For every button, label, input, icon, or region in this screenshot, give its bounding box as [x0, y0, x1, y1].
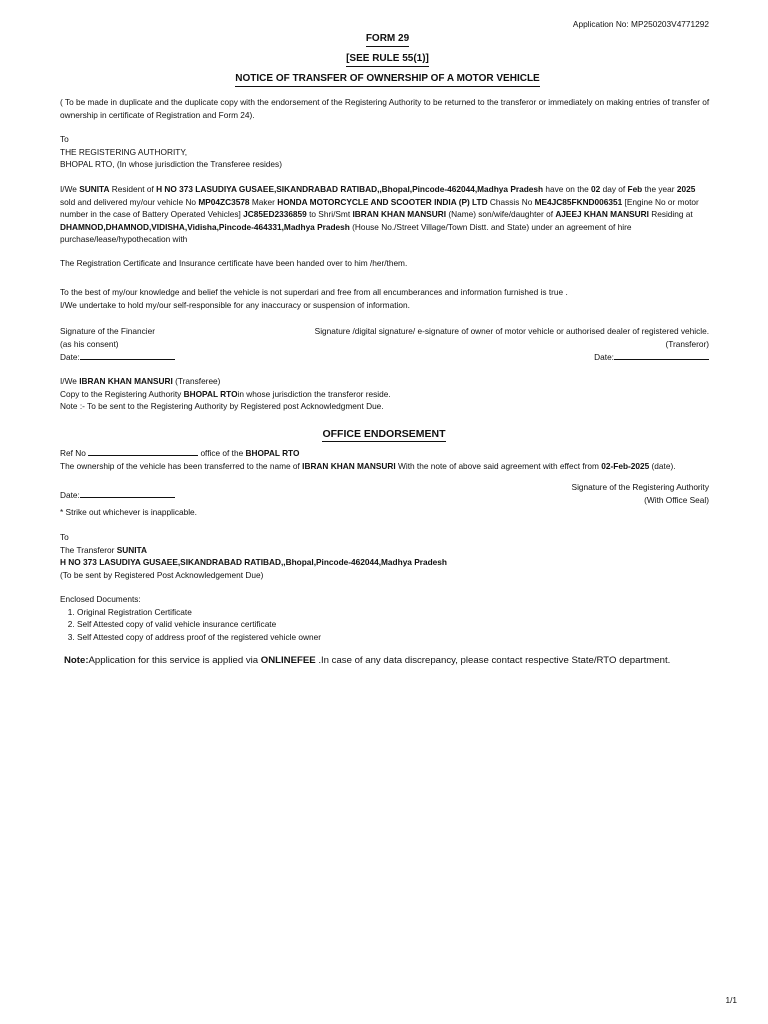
transferee-block — [60, 375, 391, 413]
ownership-effective-date: 02-Feb-2025 — [601, 460, 650, 471]
service-note-label: Note: — [64, 655, 89, 666]
form-number — [0, 33, 768, 47]
application-number: Application No: MP250203V4771292 — [572, 19, 709, 29]
owner-signature-block — [315, 325, 709, 364]
office-endorsement-title — [0, 428, 768, 442]
sale-year: 2025 — [676, 184, 696, 194]
transferor-block — [60, 531, 447, 581]
ref-no-line: Ref No office of the BHOPAL RTO — [60, 448, 300, 458]
enclosed-document-item: 1. Original Registration Certificate — [77, 606, 321, 619]
addressee-rto: BHOPAL RTO, (In whose jurisdiction the Transferee resides) — [60, 159, 282, 169]
endorsement-date-blank — [80, 488, 175, 498]
enclosed-documents-title: Enclosed Documents: — [60, 594, 141, 604]
owner-date: Date: — [315, 350, 709, 364]
form-intro: ( To be made in duplicate and the duplicate copy with the endorsement of the Registering Authority to be returned to the transferor or immediately on making entries of transfer of ownership in certificate of Registration and Form 24). — [60, 97, 710, 120]
transferee-name: IBRAN KHAN MANSURI — [352, 209, 447, 219]
enclosed-document-item: 3. Self Attested copy of address proof of the registered vehicle owner — [77, 631, 321, 644]
form-title-text: NOTICE OF TRANSFER OF OWNERSHIP OF A MOTOR VEHICLE — [235, 73, 539, 87]
form-title — [0, 73, 768, 87]
financier-consent: (as his consent) — [60, 338, 119, 349]
endorsement-block — [60, 446, 676, 472]
chassis-number: ME4JC85FKND006351 — [534, 196, 623, 207]
copy-rto: BHOPAL RTO — [183, 388, 238, 399]
transferee-address: DHAMNOD,DHAMNOD,VIDISHA,Vidisha,Pincode-464331,Madhya Pradesh — [60, 221, 350, 232]
sale-day: 02 — [591, 184, 601, 194]
owner-signature-label: Signature /digital signature/ e-signature of owner of motor vehicle or authorised dealer of registered vehicle. — [314, 326, 709, 336]
transferee-line: I/We IBRAN KHAN MANSURI (Transferee) — [60, 376, 221, 386]
addressee — [60, 133, 282, 171]
transferor-address: H NO 373 LASUDIYA GUSAEE,SIKANDRABAD RATIBAD,,Bhopal,Pincode-462044,Madhya Pradesh — [156, 184, 544, 194]
form-number-text: FORM 29 — [366, 33, 409, 47]
office-seal-label: (With Office Seal) — [644, 494, 709, 505]
transferor-label: (Transferor) — [665, 338, 709, 349]
transferor-block-address: H NO 373 LASUDIYA GUSAEE,SIKANDRABAD RATIBAD,,Bhopal,Pincode-462044,Madhya Pradesh — [60, 557, 447, 567]
addressee-authority: THE REGISTERING AUTHORITY, — [60, 146, 188, 157]
transferor-to: To — [60, 532, 69, 542]
undertake-line: I/We undertake to hold my/our self-responsible for any inaccuracy or suspension of information. — [60, 299, 410, 310]
declaration-paragraph: I/We SUNITA Resident of H NO 373 LASUDIYA GUSAEE,SIKANDRABAD RATIBAD,,Bhopal,Pincode-462044,Madhya Pradesh have on the 02 day of Feb the year 2025 sold and delivered my/our vehicle No MP04ZC3578 Maker HONDA MOTORCYCLE AND SCOOTER INDIA (P) LTD Chassis No ME4JC85FKND006351 [Engine No or motor number in the case of Battery Operated Vehicles] JC85ED2336859 to Shri/Smt IBRAN KHAN MANSURI (Name) son/wife/daughter of AJEEJ KHAN MANSURI Residing at DHAMNOD,DHAMNOD,VIDISHA,Vidisha,Pincode-464331,Madhya Pradesh (House No./Street Village/Town Distt. and State) under an agreement of hire purchase/lease/hypothecation with — [60, 184, 699, 244]
page-number: 1/1 — [725, 995, 737, 1005]
transferor-line: The Transferor SUNITA — [60, 544, 147, 555]
service-note: Note:Application for this service is applied via ONLINEFEE .In case of any data discrepancy, please contact respective State/RTO department. — [64, 655, 671, 666]
rc-handed-statement: The Registration Certificate and Insurance certificate have been handed over to him /her/them. — [60, 258, 408, 268]
transferee-block-name: IBRAN KHAN MANSURI — [79, 376, 173, 386]
addressee-to: To — [60, 134, 69, 144]
vehicle-number: MP04ZC3578 — [198, 196, 250, 207]
ownership-line: The ownership of the vehicle has been transferred to the name of IBRAN KHAN MANSURI With the note of above said agreement with effect from 02-Feb-2025 (date). — [60, 460, 676, 471]
transferor-name: SUNITA — [79, 184, 110, 194]
enclosed-document-item: 2. Self Attested copy of valid vehicle insurance certificate — [77, 618, 321, 631]
sent-by-note: (To be sent by Registered Post Acknowledgement Due) — [60, 569, 264, 580]
engine-number: JC85ED2336859 — [243, 209, 307, 219]
registering-authority-label: Signature of the Registering Authority — [571, 482, 709, 492]
endorsement-rto: BHOPAL RTO — [245, 448, 300, 458]
owner-date-blank — [614, 350, 709, 360]
registered-post-note: Note :- To be sent to the Registering Authority by Registered post Acknowledgment Due. — [60, 401, 384, 411]
form-rule-text: [SEE RULE 55(1)] — [346, 53, 429, 67]
service-channel: ONLINEFEE — [260, 655, 316, 666]
enclosed-documents — [60, 593, 321, 643]
copy-to-line: Copy to the Registering Authority BHOPAL RTOin whose jurisdiction the transferor reside. — [60, 388, 391, 399]
registering-authority-signature — [572, 481, 709, 506]
financier-date: Date: — [60, 350, 175, 364]
transferor-block-name: SUNITA — [116, 544, 147, 555]
financier-signature-block — [60, 325, 175, 364]
belief-line: To the best of my/our knowledge and belief the vehicle is not superdari and free from all encumberances and information furnished is true . — [60, 287, 568, 297]
ref-no-blank — [88, 446, 198, 456]
belief-statement — [60, 286, 568, 311]
financier-date-blank — [80, 350, 175, 360]
financier-signature-label: Signature of the Financier — [60, 326, 156, 336]
parent-name: AJEEJ KHAN MANSURI — [555, 209, 649, 219]
office-endorsement-title-text: OFFICE ENDORSEMENT — [322, 428, 446, 440]
endorsement-date: Date: — [60, 488, 175, 502]
form-rule — [0, 53, 768, 67]
vehicle-maker: HONDA MOTORCYCLE AND SCOOTER INDIA (P) LTD — [277, 196, 488, 207]
strike-out-note: * Strike out whichever is inapplicable. — [60, 507, 197, 517]
sale-month: Feb — [627, 184, 643, 194]
enclosed-documents-list — [60, 606, 321, 644]
ownership-name: IBRAN KHAN MANSURI — [302, 460, 396, 471]
